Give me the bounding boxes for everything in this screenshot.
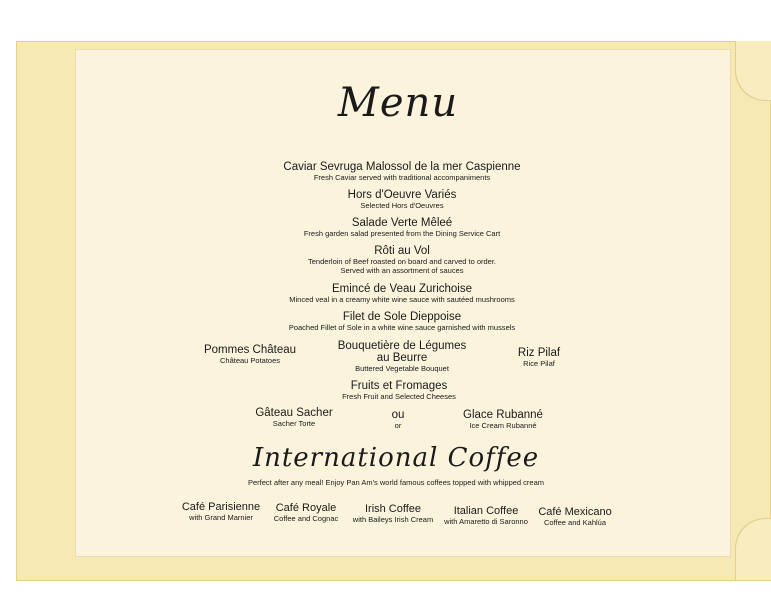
dessert-glace-desc: Ice Cream Rubanné (469, 421, 537, 430)
course-sole-desc: Poached Fillet of Sole in a white wine sauce garnished with mussels (288, 323, 516, 332)
coffee-irish-desc: with Baileys Irish Cream (352, 515, 434, 524)
course-caviar-desc: Fresh Caviar served with traditional accompaniments (313, 173, 491, 182)
coffee-royale-desc: Coffee and Cognac (273, 514, 339, 523)
course-caviar-name: Caviar Sevruga Malossol de la mer Caspienne (283, 161, 521, 173)
side-bouquetiere-desc: Buttered Vegetable Bouquet (355, 364, 449, 373)
dessert-or-desc: or (394, 421, 402, 430)
coffee-irish-name: Irish Coffee (364, 503, 422, 515)
coffee-mexicano-name: Café Mexicano (538, 506, 612, 518)
cheese-name: Fruits et Fromages (350, 380, 448, 392)
coffee-mexicano-desc: Coffee and Kahlúa (544, 518, 606, 527)
coffee-title: International Coffee (252, 443, 540, 473)
coffee-parisienne-name: Café Parisienne (181, 501, 261, 513)
course-hors-doeuvre-name: Hors d'Oeuvre Variés (347, 189, 457, 201)
course-roti-desc-2: Served with an assortment of sauces (340, 266, 464, 275)
dessert-gateau-name: Gâteau Sacher (255, 407, 333, 419)
coffee-intro: Perfect after any meal! Enjoy Pan Am's world famous coffees topped with whipped cream (247, 478, 545, 487)
course-sole-name: Filet de Sole Dieppoise (342, 311, 462, 323)
dessert-or-name: ou (391, 409, 405, 421)
course-veau-desc: Minced veal in a creamy white wine sauce with sautéed mushrooms (289, 295, 515, 304)
side-pommes-desc: Château Potatoes (219, 356, 281, 365)
menu-title: Menu (337, 80, 459, 126)
side-bouquetiere-name-2: au Beurre (376, 352, 428, 364)
coffee-royale-name: Café Royale (275, 502, 337, 514)
dessert-glace-name: Glace Rubanné (463, 409, 543, 421)
course-roti-name: Rôti au Vol (374, 245, 430, 257)
side-pommes-name: Pommes Château (203, 344, 297, 356)
coffee-italian-name: Italian Coffee (453, 505, 519, 517)
course-roti-desc: Tenderloin of Beef roasted on board and carved to order. (307, 257, 497, 266)
course-veau-name: Emincé de Veau Zurichoise (332, 283, 472, 295)
coffee-parisienne-desc: with Grand Marnier (189, 513, 253, 522)
course-salade-desc: Fresh garden salad presented from the Dining Service Cart (303, 229, 501, 238)
side-bouquetiere-name: Bouquetière de Légumes (337, 340, 467, 352)
course-salade-name: Salade Verte Mêleé (351, 217, 453, 229)
coffee-italian-desc: with Amaretto di Saronno (444, 517, 528, 526)
side-riz-desc: Rice Pilaf (523, 359, 555, 368)
side-riz-name: Riz Pilaf (517, 347, 561, 359)
course-hors-doeuvre-desc: Selected Hors d'Oeuvres (360, 201, 444, 210)
dessert-gateau-desc: Sacher Torte (272, 419, 316, 428)
cheese-desc: Fresh Fruit and Selected Cheeses (342, 392, 456, 401)
